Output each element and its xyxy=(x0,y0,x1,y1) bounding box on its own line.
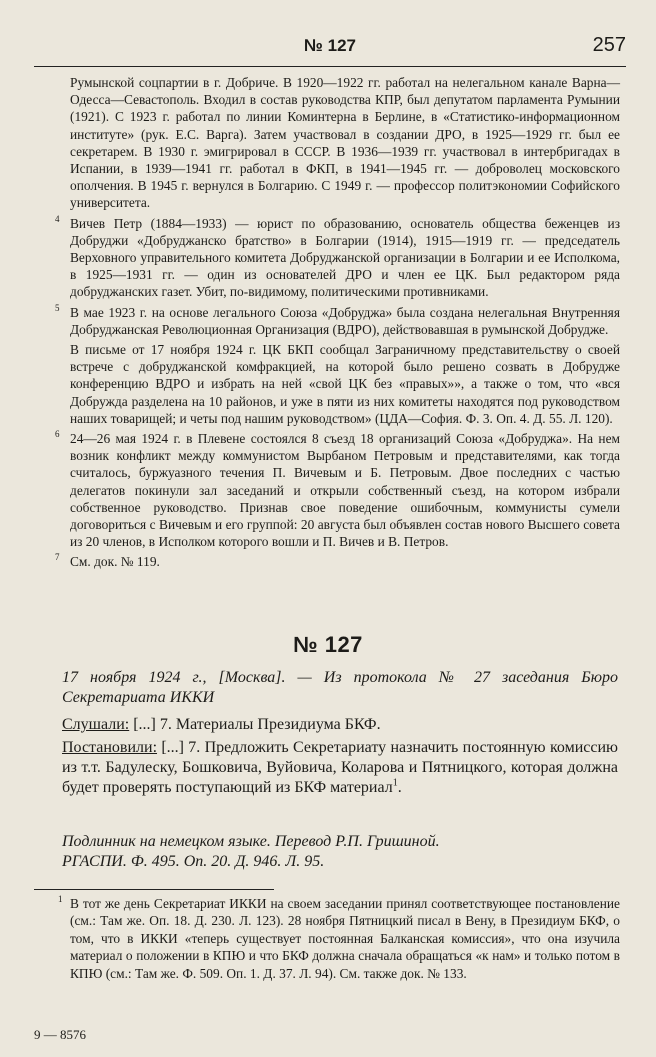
footnote-paragraph: Румынской соцпартии в г. Добриче. В 1920—1922 гг. работал на нелегальном канале Варна—Одесса—Севастополь. Входил в состав руководства КПР, был депутатом парламента Румынии (1921). С 1923 г. работал по линии Коминтерна в Берлине, в «Статистико-информационном институте» (рук. Е.С. Варга). Затем участвовал в создании ДРО, в 1925—1929 гг. был ее секретарем. В 1930 г. эмигрировал в СССР. В 1936—1939 гг. участвовал в интербригадах в Испании, в 1939—1941 гг. работал в ФКП, в 1941—1945 гг. — доброволец московского ополчения. В 1945 г. вернулся в Болгарию. С 1949 г. — профессор политэкономии Софийского университета. xyxy=(70,75,620,211)
footnote-5 xyxy=(48,304,620,427)
heard-text: [...] 7. Материалы Президиума БКФ. xyxy=(129,716,381,733)
source-line-1: Подлинник на немецком языке. Перевод Р.П. Гришиной. xyxy=(62,833,440,850)
footnote-paragraph: В мае 1923 г. на основе легального Союза «Добруджа» была создана нелегальная Внутренняя Добруджанская Революционная Организация (ВДРО), действовавшая в румынской Добрудже. xyxy=(70,304,620,337)
resolved-label: Постановили: xyxy=(62,739,158,756)
footnote-paragraph: В тот же день Секретариат ИККИ на своем заседании принял соответствующее постановление (см.: Там же. Оп. 18. Д. 230. Л. 123). 28 ноября Пятницкий писал в Вену, в Президиум БКФ, о том, что в ИККИ «теперь существует постоянная Балканская комиссия», что она изучила материал о положении в КПЮ и что БКФ должна сначала обращаться «к нам» и только потом в КПЮ (см.: Там же. Ф. 509. Оп. 1. Д. 37. Л. 94). См. также док. № 133. xyxy=(70,896,620,981)
footnote-paragraph: Вичев Петр (1884—1933) — юрист по образованию, основатель общества беженцев из Добруджи «Добруджанско братство» в Болгарии (1914), 1915—1919 гг. — председатель Верховного управительного комитета Добруджанской организации в Болгарии и ее Исполкома, в 1925—1931 гг. — один из основателей ДРО и член ее ЦК. Был редактором ряда добруджанских газет. Убит, по-видимому, политическими противниками. xyxy=(70,215,620,300)
resolved-end: . xyxy=(397,779,402,796)
footnote-paragraph: В письме от 17 ноября 1924 г. ЦК БКП сообщал Заграничному представительству о своей встрече с добруджанской комфракцией, на которой было решено созвать в Добрудже конференцию ВДРО и избрать на ней «свой ЦК без «правых»», а также о том, что «вся Добружда разделена на 10 районов, и уже в пяти из них комитеты находятся под руководством наших товарищей; и четы под нашим руководством» (ЦДА—София. Ф. 3. Оп. 4. Д. 55. Л. 120). xyxy=(70,342,620,426)
footnote-mark: 1 xyxy=(58,894,63,904)
heard-label: Слушали: xyxy=(62,716,130,733)
heard-paragraph xyxy=(62,715,618,735)
footnote-mark: 5 xyxy=(55,302,60,313)
footnote-paragraph: См. док. № 119. xyxy=(70,554,160,570)
printer-signature: 9 — 8576 xyxy=(34,1027,86,1042)
document-title: № 127 xyxy=(293,632,363,657)
resolved-text: [...] 7. Предложить Секретариату назначить постоянную комиссию из т.т. Бадулеску, Бошковича, Вуйовича, Коларова и Пятницкого, которая должна будет проверять поступающий из БКФ материал xyxy=(62,739,618,796)
page-number: 257 xyxy=(592,34,626,56)
footnote-1 xyxy=(48,895,620,982)
footnote-mark: 6 xyxy=(55,429,60,440)
archival-source xyxy=(62,832,618,872)
running-head-doc-number: № 127 xyxy=(303,36,357,55)
top-footnotes xyxy=(48,74,620,574)
footnote-4 xyxy=(48,215,620,301)
footnote-mark: 4 xyxy=(55,213,60,224)
document-heading-text: 17 ноября 1924 г., [Москва]. — Из протокола № 27 заседания Бюро Секретариата ИККИ xyxy=(62,669,618,706)
footnote-7 xyxy=(48,553,620,570)
footnote-paragraph: 24—26 мая 1924 г. в Плевене состоялся 8 съезд 18 организаций Союза «Добруджа». На нем возник конфликт между коммунистом Вырбаном Петровым и представителями, как тогда считалось, буржуазного течения П. Вичевым и Б. Петровым. Двое последних с частью делегатов покинули зал заседаний и открыли собственный съезд, на котором избрали собственное руководство. Признав свое поведение ошибочным, коммунисты сумели договориться с Вичевым и его группой: 20 августа был объявлен состав нового Высшего совета из 20 членов, в Исполком которого вошли и П. Вичев и В. Петров. xyxy=(70,431,620,550)
footnote-reference: 1 xyxy=(392,777,398,789)
source-line-2: РГАСПИ. Ф. 495. Оп. 20. Д. 946. Л. 95. xyxy=(62,853,325,870)
footnote-rule xyxy=(34,889,274,890)
running-head xyxy=(34,34,626,60)
footnote-continuation xyxy=(48,74,620,212)
footnote-6 xyxy=(48,430,620,550)
document-heading xyxy=(62,668,618,708)
header-rule xyxy=(34,66,626,67)
footnote-mark: 7 xyxy=(55,552,60,563)
bottom-footnotes xyxy=(48,895,620,985)
resolved-paragraph xyxy=(62,738,618,798)
